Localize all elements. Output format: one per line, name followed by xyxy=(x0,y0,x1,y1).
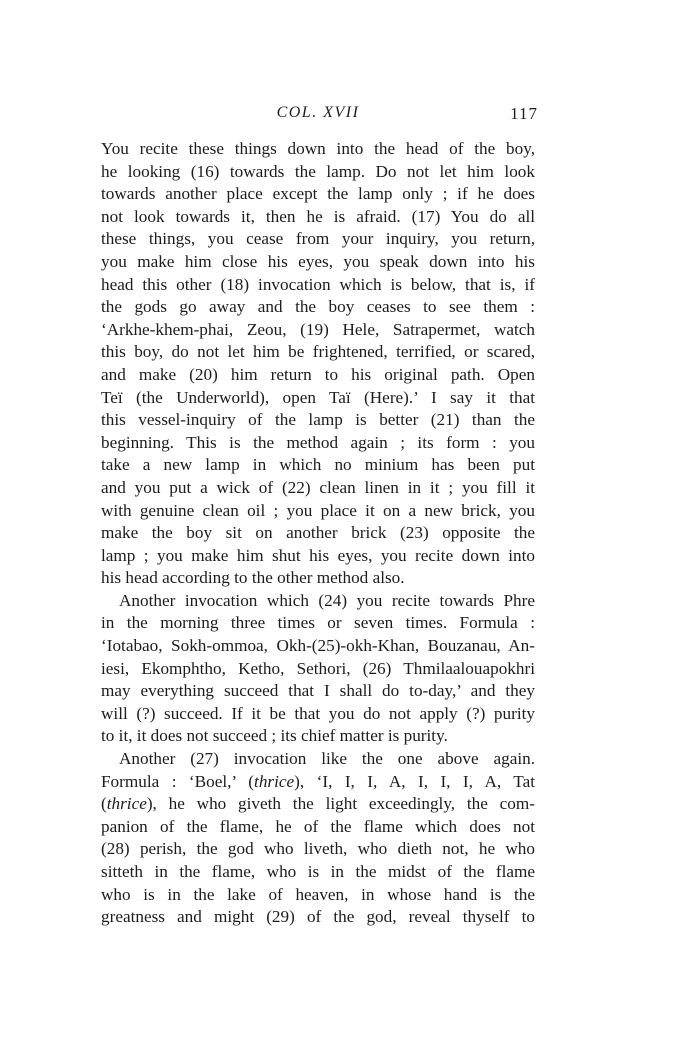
running-head xyxy=(98,104,538,128)
text-line: lamp ; you make him shut his eyes, you recite down into xyxy=(101,545,535,565)
text-line: panion of the flame, he of the flame which does not xyxy=(101,816,535,836)
text-line: to it, it does not succeed ; its chief matter is purity. xyxy=(101,726,448,746)
text-line: these things, you cease from your inquiry, you return, xyxy=(101,229,535,249)
text-line: ‘Arkhe-khem-phai, Zeou, (19) Hele, Satrapermet, watch xyxy=(101,319,535,339)
text-line: You recite these things down into the head of the boy, xyxy=(101,139,535,158)
text-line: his head according to the other method also. xyxy=(101,568,405,588)
text-line: towards another place except the lamp only ; if he does xyxy=(101,184,535,204)
text-line: may everything succeed that I shall do to-day,’ and they xyxy=(101,681,535,701)
text-line: head this other (18) invocation which is below, that is, if xyxy=(101,274,535,294)
running-title: COL. XVII xyxy=(276,104,360,121)
text-line: ‘Iotabao, Sokh-ommoa, Okh-(25)-okh-Khan, Bouzanau, An- xyxy=(101,636,535,656)
text-line: he looking (16) towards the lamp. Do not let him look xyxy=(101,161,535,181)
text-line: Another (27) invocation like the one above again. xyxy=(119,749,535,769)
text-line: this vessel-inquiry of the lamp is better (21) than the xyxy=(101,410,535,430)
text-line: not look towards it, then he is afraid. (17) You do all xyxy=(101,206,535,226)
text-line: with genuine clean oil ; you place it on a new brick, you xyxy=(101,500,535,520)
text-line: in the morning three times or seven times. Formula : xyxy=(101,613,535,633)
text-line: the gods go away and the boy ceases to see them : xyxy=(101,297,535,317)
text-line: take a new lamp in which no minium has been put xyxy=(101,455,535,475)
text-line: Another invocation which (24) you recite towards Phre xyxy=(119,590,535,610)
text-line: this boy, do not let him be frightened, terrified, or scared, xyxy=(101,342,535,362)
text-line: beginning. This is the method again ; its form : you xyxy=(101,432,535,452)
text-line: greatness and might (29) of the god, reveal thyself to xyxy=(101,907,535,927)
page-number: 117 xyxy=(510,104,538,123)
text-line: who is in the lake of heaven, in whose hand is the xyxy=(101,884,535,904)
text-line: Formula : ‘Boel,’ (thrice), ‘I, I, I, A, I, I, I, A, Tat xyxy=(101,771,536,791)
text-line: will (?) succeed. If it be that you do not apply (?) purity xyxy=(101,703,535,723)
text-line: make the boy sit on another brick (23) opposite the xyxy=(101,523,535,543)
text-line: (thrice), he who giveth the light exceedingly, the com- xyxy=(101,794,535,814)
text-line: (28) perish, the god who liveth, who dieth not, he who xyxy=(101,839,535,859)
text-line: Teï (the Underworld), open Taï (Here).’ I say it that xyxy=(101,387,535,407)
text-line: and make (20) him return to his original path. Open xyxy=(101,364,535,384)
text-line: and you put a wick of (22) clean linen in it ; you fill it xyxy=(101,477,535,497)
text-line: iesi, Ekomphtho, Ketho, Sethori, (26) Thmilaalouapokhri xyxy=(101,658,535,678)
body-text xyxy=(101,138,535,929)
text-line: sitteth in the flame, who is in the midst of the flame xyxy=(101,862,535,881)
text-line: you make him close his eyes, you speak down into his xyxy=(101,251,535,271)
